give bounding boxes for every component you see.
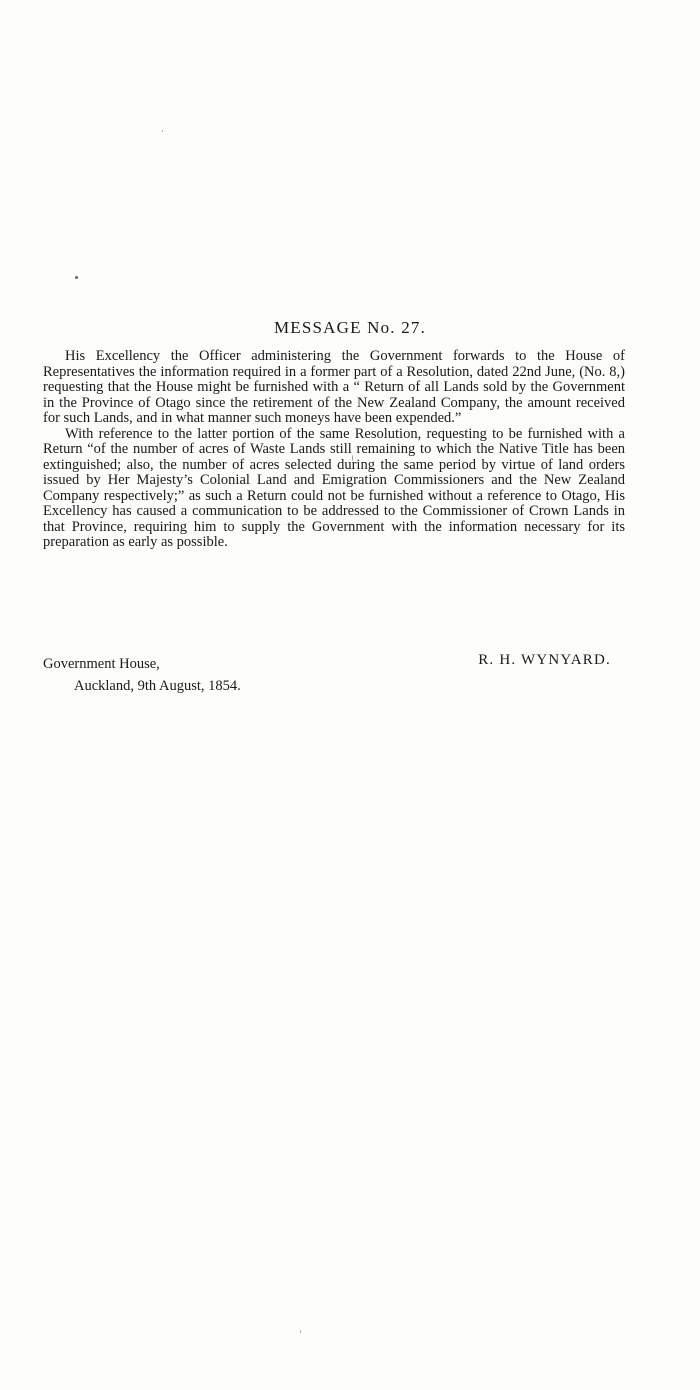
message-title: MESSAGE No. 27. [273, 318, 427, 337]
ink-speck [162, 130, 163, 132]
ink-speck [300, 1330, 301, 1333]
signature-place: Government House, [43, 656, 160, 672]
paragraph-1: His Excellency the Officer administering the Government forwards to the House of Representatives the information required in a former part of a Resolution, dated 22nd June, (No. 8,) requesting that the House might be furnished with a “ Return of all Lands sold by the Government in the Province of Otago since the retirement of the New Zealand Company, the amount received for such Lands, and in what manner such moneys have been expended.” [43, 348, 625, 426]
signature-date-line: Auckland, 9th August, 1854. [74, 678, 241, 694]
signature-block [43, 652, 625, 674]
message-body [43, 349, 625, 551]
signatory-name: R. H. WYNYARD. [478, 652, 611, 668]
paragraph-2: With reference to the latter portion of the same Resolution, requesting to be furnished with a Return “of the number of acres of Waste Lands still remaining to which the Native Title has been extinguished; also, the number of acres selected during the same period by virtue of land orders issued by Her Majesty’s Colonial Land and Emigration Commissioners and the New Zealand Company respectively;” as such a Return could not be furnished without a reference to Otago, His Excellency has caused a communication to be addressed to the Commissioner of Crown Lands in that Province, requiring him to supply the Government with the information necessary for its preparation as early as possible. [43, 425, 625, 550]
ink-speck [75, 276, 78, 279]
